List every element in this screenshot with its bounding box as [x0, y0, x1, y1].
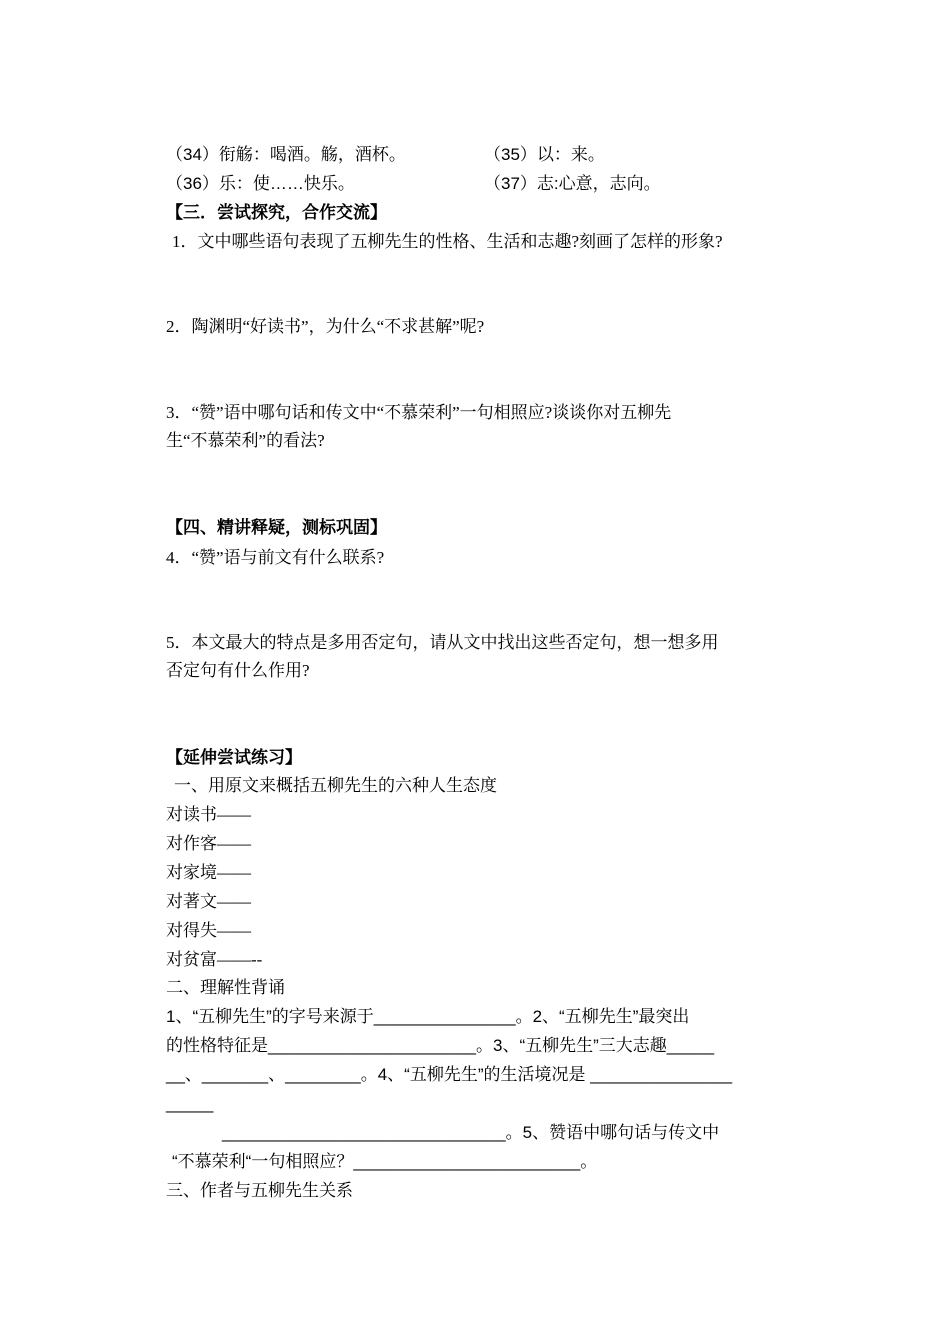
note-35: （35）以：来。: [484, 145, 605, 164]
attitude-item: 对得失——: [166, 921, 251, 940]
attitude-item: 对家境——: [166, 863, 251, 882]
part-2-title: 二、理解性背诵: [166, 978, 285, 997]
question-1: 1．文中哪些语句表现了五柳先生的性格、生活和志趣?刻画了怎样的形象?: [172, 232, 723, 251]
question-2: 2．陶渊明“好读书”，为什么“不求甚解”呢?: [166, 317, 485, 336]
recitation-line-4: _____: [166, 1094, 214, 1113]
question-5-line-2: 否定句有什么作用?: [166, 661, 310, 680]
extension-heading: 【延伸尝试练习】: [166, 748, 302, 767]
recitation-line-1: 1、“五柳先生”的字号来源于_______________。2、“五柳先生”最突出: [166, 1007, 690, 1026]
recitation-line-6: “不慕荣利“一句相照应？________________________。: [172, 1152, 598, 1171]
section-4-heading: 【四、精讲释疑，测标巩固】: [166, 518, 387, 537]
attitude-item: 对作客——: [166, 834, 251, 853]
note-37: （37）志:心意，志向。: [484, 174, 661, 193]
attitude-item: 对读书——: [166, 805, 251, 824]
part-1-title: 一、用原文来概括五柳先生的六种人生态度: [174, 776, 497, 795]
note-36: （36）乐：使……快乐。: [166, 174, 355, 193]
question-5-line-1: 5．本文最大的特点是多用否定句，请从文中找出这些否定句，想一想多用: [166, 633, 719, 652]
note-34: （34）衔觞：喝酒。觞，酒杯。: [166, 145, 406, 164]
recitation-line-5: ______________________________。5、赞语中哪句话与传文中: [222, 1123, 720, 1142]
recitation-line-3: __、_______、________。4、“五柳先生”的生活境况是 _______________: [166, 1065, 733, 1084]
recitation-line-2: 的性格特征是______________________。3、“五柳先生”三大志趣_____: [166, 1036, 715, 1055]
question-3-line-1: 3．“赞”语中哪句话和传文中“不慕荣利”一句相照应?谈谈你对五柳先: [166, 403, 672, 422]
question-3-line-2: 生“不慕荣利”的看法?: [166, 431, 325, 450]
part-3-title: 三、作者与五柳先生关系: [166, 1181, 353, 1200]
question-4: 4．“赞”语与前文有什么联系?: [166, 548, 385, 567]
attitude-item: 对著文——: [166, 892, 251, 911]
attitude-item: 对贫富——--: [166, 950, 263, 969]
section-3-heading: 【三．尝试探究，合作交流】: [166, 203, 387, 222]
